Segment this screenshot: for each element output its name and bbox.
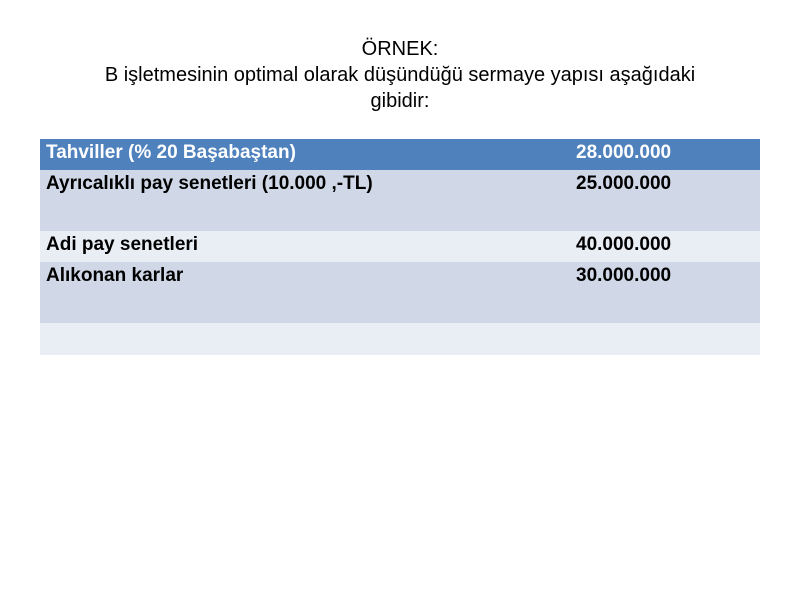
table-row <box>40 262 760 323</box>
table-row <box>40 231 760 262</box>
row-label <box>40 323 570 355</box>
row-value: 25.000.000 <box>570 170 760 231</box>
title-line-1: ÖRNEK: <box>361 38 439 60</box>
row-label: Tahviller (% 20 Başabaştan) <box>40 139 570 170</box>
row-label: Ayrıcalıklı pay senetleri (10.000 ,-TL) <box>40 170 570 231</box>
row-label: Adi pay senetleri <box>40 231 570 262</box>
row-value: 30.000.000 <box>570 262 760 323</box>
title-line-3: gibidir: <box>370 90 430 112</box>
slide-title <box>60 36 740 114</box>
title-line-2: B işletmesinin optimal olarak düşündüğü sermaye yapısı aşağıdaki <box>104 64 696 86</box>
row-value <box>570 323 760 355</box>
row-value: 28.000.000 <box>570 139 760 170</box>
row-label: Alıkonan karlar <box>40 262 570 323</box>
capital-structure-table <box>40 139 760 355</box>
table-row <box>40 323 760 355</box>
table-row <box>40 139 760 170</box>
row-value: 40.000.000 <box>570 231 760 262</box>
table-row <box>40 170 760 231</box>
